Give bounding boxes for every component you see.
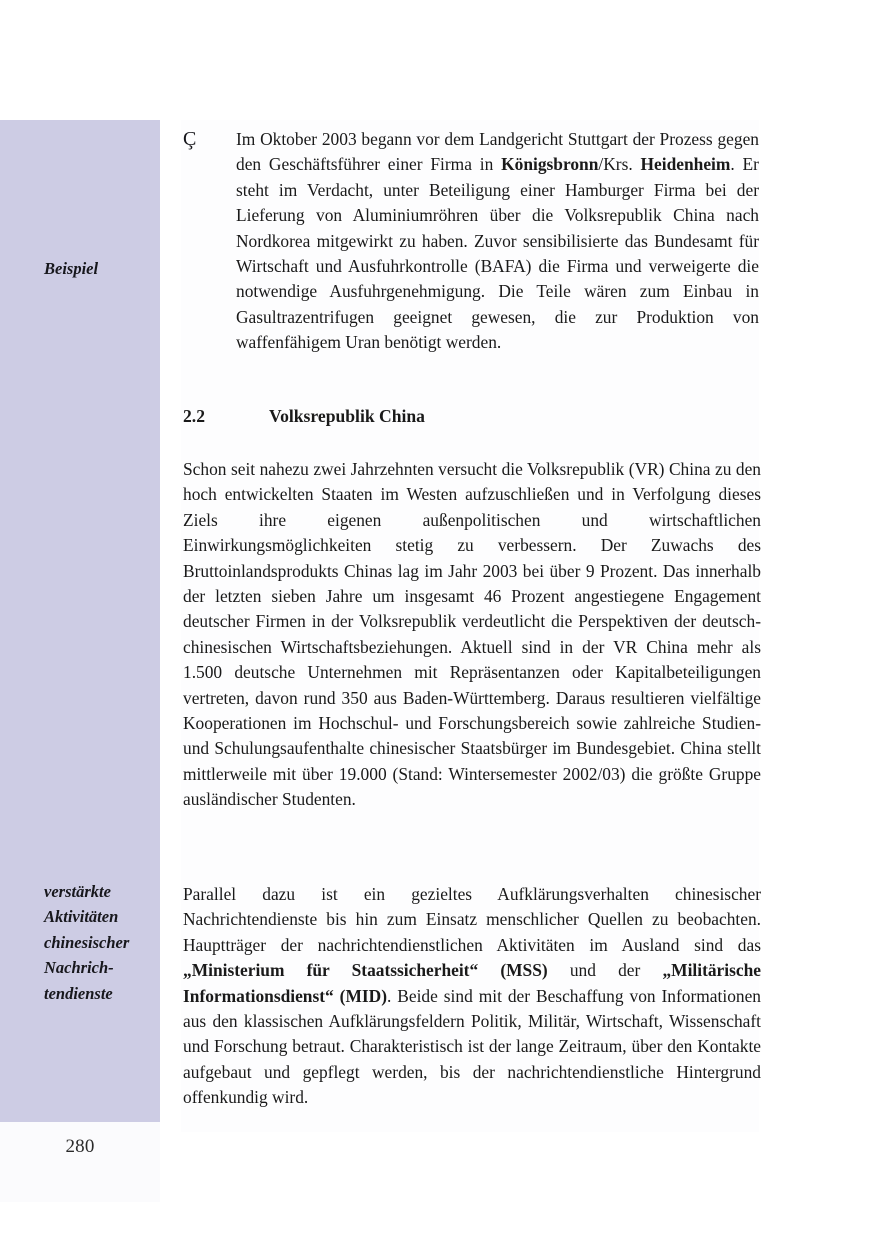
section-heading — [183, 404, 761, 428]
folio-band — [0, 1122, 160, 1202]
paragraph-nachrichtendienste — [183, 882, 761, 1111]
text-run: Im Oktober 2003 begann vor dem Landgericht Stuttgart der Prozess gegen den Geschäftsführer einer Firma in — [236, 129, 759, 175]
main-text-column — [181, 120, 759, 1132]
text-run: . Er steht im Verdacht, unter Beteiligung einer Hamburger Firma bei der Lieferung von Aluminiumröhren über die Volksrepublik China nach Nordkorea mitgewirkt zu haben. Zuvor sensibilisierte das Bundesamt für Wirtschaft und Ausfuhrkontrolle (BAFA) die Firma und verweigerte die notwendige Ausfuhrgenehmigung. Die Teile wären zum Einbau in Gasultrazentrifugen geeignet gewesen, die zur Produktion von waffenfähigem Uran benötigt werden. — [236, 154, 759, 353]
emphasis-run: „Ministerium für Staatssicherheit“ (MSS) — [183, 960, 548, 981]
section-number: 2.2 — [183, 406, 205, 426]
text-run: Parallel dazu ist ein gezieltes Aufklärungsverhalten chinesischer Nachrichtendienste bis hin zum Einsatz menschlicher Quellen zu beobachten. Hauptträger der nachrichtendienstlichen Aktivitäten im Ausland sind das — [183, 884, 761, 955]
margin-note-beispiel: Beispiel — [44, 259, 99, 278]
text-run: /Krs. — [598, 154, 641, 175]
text-run: Schon seit nahezu zwei Jahrzehnten versucht die Volksrepublik (VR) China zu den hoch entwickelten Staaten im Westen aufzuschließen und in Verfolgung dieses Ziels ihre eigenen außenpolitischen und wirtschaftlichen Einwirkungsmöglichkeiten stetig zu verbessern. Der Zuwachs des Bruttoinlandsprodukts Chinas lag im Jahr 2003 bei über 9 Prozent. Das innerhalb der letzten sieben Jahre um insgesamt 46 Prozent angestiegene Engagement deutscher Firmen in der Volksrepublik verdeutlicht die Perspektiven der deutsch-chinesischen Wirtschaftsbeziehungen. Aktuell sind in der VR China mehr als 1.500 deutsche Unternehmen mit Repräsentanzen oder Kapitalbeteiligungen vertreten, davon rund 350 aus Baden-Württemberg. Daraus resultieren vielfältige Kooperationen im Hochschul- und Forschungsbereich sowie zahlreiche Studien- und Schulungsaufenthalte chinesischer Staatsbürger im Bundesgebiet. China stellt mittlerweile mit über 19.000 (Stand: Wintersemester 2002/03) die größte Gruppe ausländischer Studenten. — [183, 459, 761, 810]
margin-note-verstaerkte-aktivitaeten: verstärkte Aktivitäten chinesischer Nachrichtendienste — [44, 882, 130, 1003]
example-paragraph — [236, 127, 759, 356]
emphasis-run: „Militärische Informationsdienst“ (MID) — [183, 960, 761, 1006]
text-run: . Beide sind mit der Beschaffung von Informationen aus den klassischen Aufklärungsfeldern Politik, Militär, Wirtschaft, Wissenschaft und Forschung betraut. Charakteristisch ist der lange Zeitraum, über den Kontakte aufgebaut und gepflegt werden, bis der nachrichtendienstliche Hintergrund offenkundig wird. — [183, 985, 761, 1108]
bullet-icon: Ç — [183, 128, 197, 150]
emphasis-run: Königsbronn — [501, 154, 599, 175]
page-number: 280 — [65, 1136, 95, 1157]
text-run: und der — [547, 960, 663, 981]
section-title: Volksrepublik China — [269, 406, 425, 426]
paragraph-china-overview — [183, 457, 761, 813]
example-callout — [181, 127, 759, 356]
emphasis-run: Heidenheim — [640, 154, 731, 175]
